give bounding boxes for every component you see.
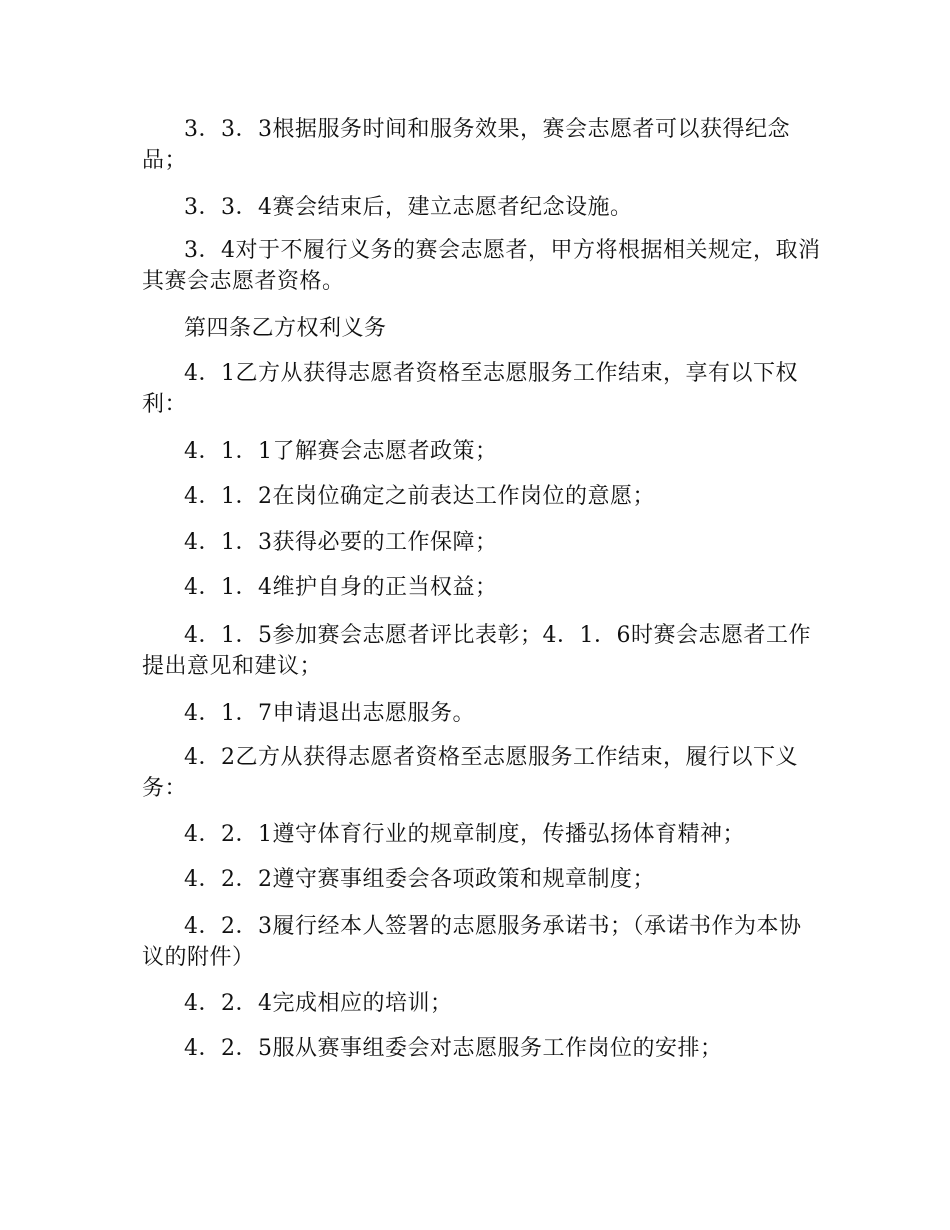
article-4-heading: 第四条乙方权利义务 bbox=[184, 316, 387, 341]
clause-4-2: 4．2乙方从获得志愿者资格至志愿服务工作结束，履行以下义务： bbox=[142, 745, 798, 801]
clause-4-2-4: 4．2．4完成相应的培训； bbox=[184, 991, 453, 1016]
clause-4-2-3: 4．2．3履行经本人签署的志愿服务承诺书；（承诺书作为本协议的附件） bbox=[142, 914, 802, 970]
clause-4-2-2: 4．2．2遵守赛事组委会各项政策和规章制度； bbox=[184, 867, 655, 892]
clause-4-1-5-and-4-1-6: 4．1．5参加赛会志愿者评比表彰；4．1．6时赛会志愿者工作提出意见和建议； bbox=[142, 623, 811, 679]
clause-4-2-5: 4．2．5服从赛事组委会对志愿服务工作岗位的安排； bbox=[184, 1036, 723, 1061]
clause-4-1: 4．1乙方从获得志愿者资格至志愿服务工作结束，享有以下权利： bbox=[142, 361, 798, 417]
clause-4-1-7: 4．1．7申请退出志愿服务。 bbox=[184, 701, 475, 726]
clause-4-2-1: 4．2．1遵守体育行业的规章制度，传播弘扬体育精神； bbox=[184, 822, 745, 847]
clause-3-4: 3．4对于不履行义务的赛会志愿者，甲方将根据相关规定，取消其赛会志愿者资格。 bbox=[142, 238, 821, 294]
clause-4-1-2: 4．1．2在岗位确定之前表达工作岗位的意愿； bbox=[184, 484, 655, 509]
clause-4-1-3: 4．1．3获得必要的工作保障； bbox=[184, 530, 498, 555]
clause-3-3-3: 3．3．3根据服务时间和服务效果，赛会志愿者可以获得纪念品； bbox=[142, 117, 790, 173]
clause-3-3-4: 3．3．4赛会结束后，建立志愿者纪念设施。 bbox=[184, 195, 633, 220]
clause-4-1-1: 4．1．1了解赛会志愿者政策； bbox=[184, 439, 498, 464]
clause-4-1-4: 4．1．4维护自身的正当权益； bbox=[184, 575, 498, 600]
